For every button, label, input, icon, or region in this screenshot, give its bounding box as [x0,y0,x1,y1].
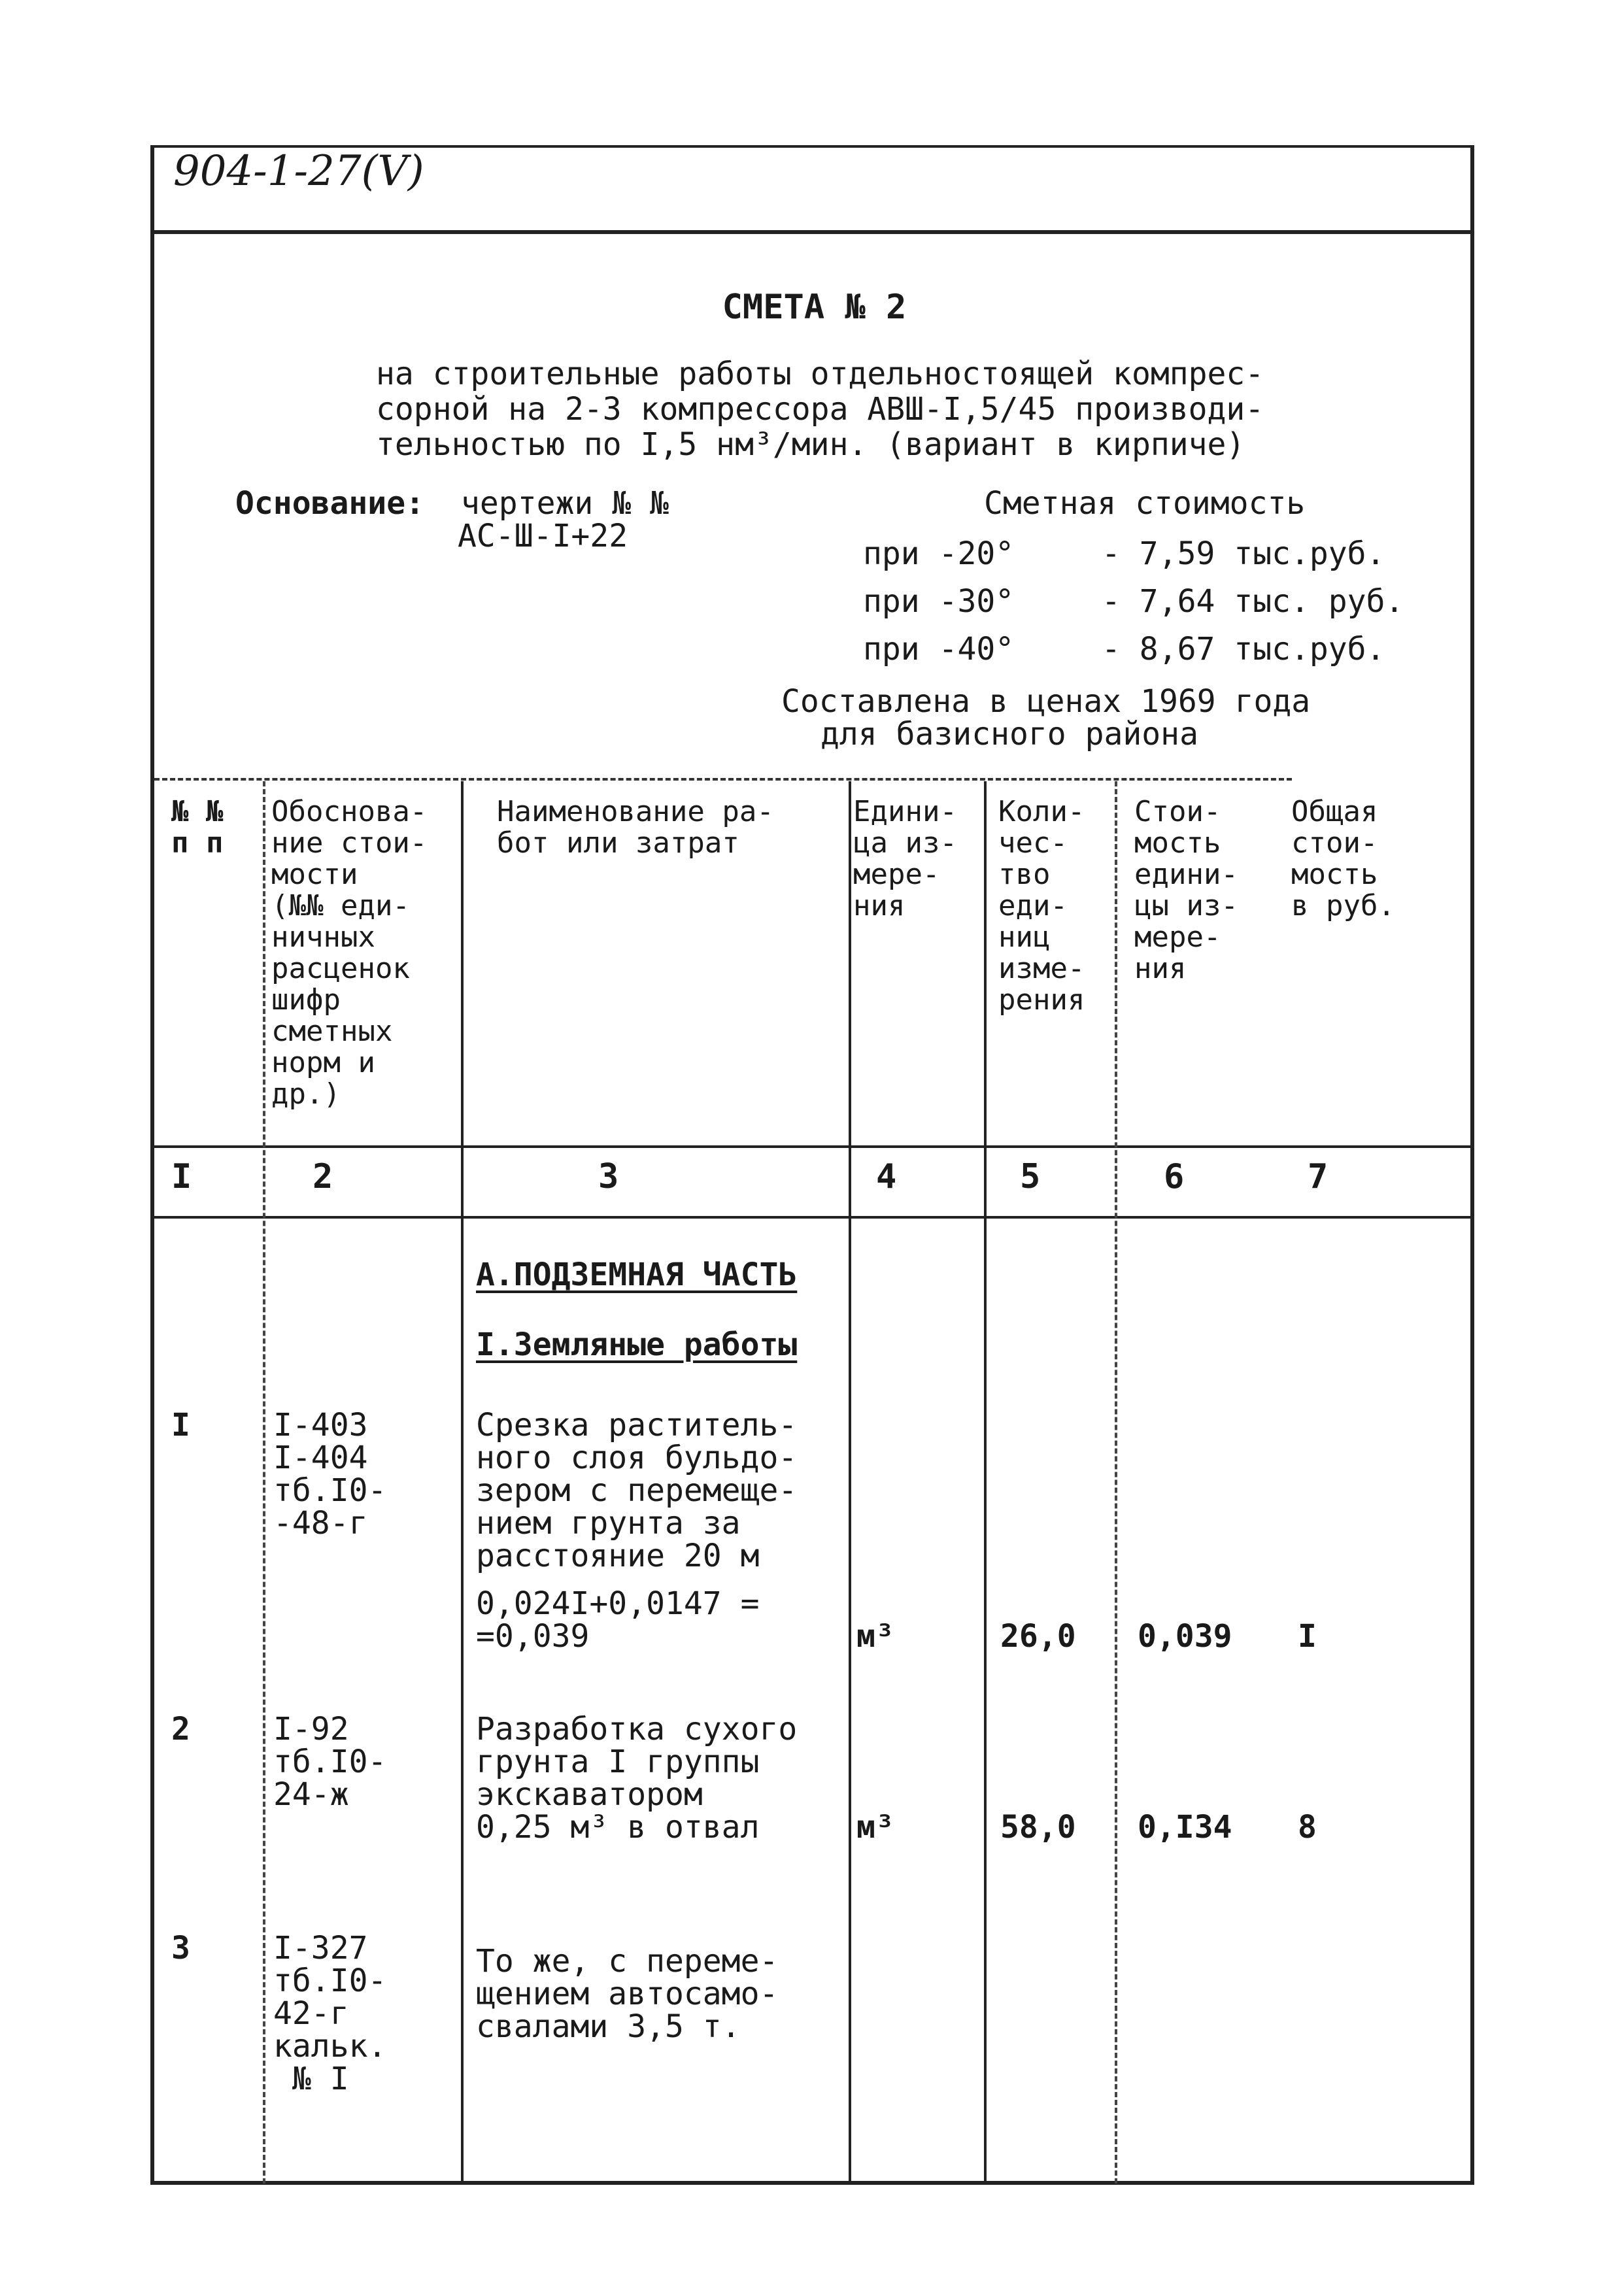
row-2-unit-cost: 0,I34 [1138,1809,1232,1846]
row-1-num: I [171,1407,190,1443]
basis-drawings: чертежи № № [461,485,669,522]
colnum-2: 2 [313,1157,333,1196]
header-divider [154,230,1474,234]
row-3-name: То же, с переме- щением автосамо- свалами 3,5 т. [476,1943,779,2045]
row-3-basis: I-327 тб.I0- 42-г кальк. № I [273,1930,387,2097]
row-2-basis: I-92 тб.I0- 24-ж [273,1711,387,1813]
row-2-qty: 58,0 [1000,1809,1076,1846]
header-col-7: Общая стои- мость в руб. [1291,795,1395,922]
cost-value-20: - 7,59 тыс.руб. [1102,535,1385,572]
colnum-5: 5 [1020,1157,1041,1196]
cost-temp-30: при -30° [863,583,1015,620]
row-1-qty: 26,0 [1000,1618,1076,1655]
region-line: для базисного района [820,716,1198,752]
table-top-rule [154,778,1292,781]
colnum-6: 6 [1164,1157,1185,1196]
colnum-bottom-rule [154,1216,1470,1219]
row-1-unit-cost: 0,039 [1138,1618,1232,1655]
basis-label: Основание: [235,485,424,522]
estimate-title: СМЕТА № 2 [722,288,907,327]
header-col-4: Едини- ца из- мере- ния [853,795,957,922]
prices-line: Составлена в ценах 1969 года [781,683,1311,720]
header-bottom-rule [154,1145,1470,1148]
col-divider-4 [984,781,987,2184]
row-3-num: 3 [171,1930,190,1966]
row-1-unit: м³ [856,1618,894,1655]
col-divider-5 [1115,781,1117,2184]
cost-value-30: - 7,64 тыс. руб. [1102,583,1404,620]
col-divider-3 [849,781,851,2184]
row-1-calc: 0,024I+0,0147 = =0,039 [476,1585,760,1655]
header-col-3: Наименование ра- бот или затрат [497,795,774,860]
estimate-subtitle: на строительные работы отдельностоящей компрес- сорной на 2-3 компрессора АВШ-I,5/45 производи- тельностью по I,5 нм³/мин. (вариант в кирпиче) [376,356,1264,463]
subsection-title: I.Земляные работы [476,1326,798,1363]
cost-heading: Сметная стоимость [984,485,1306,522]
header-col-2: Обоснова- ние стои- мости (№№ еди- ничных расценок шифр сметных норм и др.) [271,795,428,1111]
colnum-3: 3 [598,1157,619,1196]
header-col-5: Коли- чес- тво еди- ниц изме- рения [998,795,1085,1017]
cost-temp-20: при -20° [863,535,1015,572]
document-code: 904-1-27(V) [173,147,424,195]
row-2-unit: м³ [856,1809,894,1846]
cost-value-40: - 8,67 тыс.руб. [1102,631,1385,667]
colnum-4: 4 [876,1157,897,1196]
basis-drawing-code: АС-Ш-I+22 [458,518,628,554]
row-2-total: 8 [1298,1809,1317,1846]
header-col-1: № № п п [171,795,224,860]
col-divider-1 [263,781,265,2184]
row-2-name: Разработка сухого грунта I группы экскаватором 0,25 м³ в отвал [476,1711,798,1846]
row-1-total: I [1298,1618,1317,1655]
col-divider-2 [461,781,464,2184]
row-1-basis: I-403 I-404 тб.I0- -48-г [273,1407,387,1542]
row-1-name: Срезка раститель- ного слоя бульдо- зером с перемеще- нием грунта за расстояние 20 м [476,1407,798,1574]
section-title: А.ПОДЗЕМНАЯ ЧАСТЬ [476,1257,798,1293]
row-2-num: 2 [171,1711,190,1747]
colnum-1: I [171,1157,192,1196]
colnum-7: 7 [1308,1157,1328,1196]
cost-temp-40: при -40° [863,631,1015,667]
header-col-6: Стои- мость едини- цы из- мере- ния [1134,795,1238,985]
